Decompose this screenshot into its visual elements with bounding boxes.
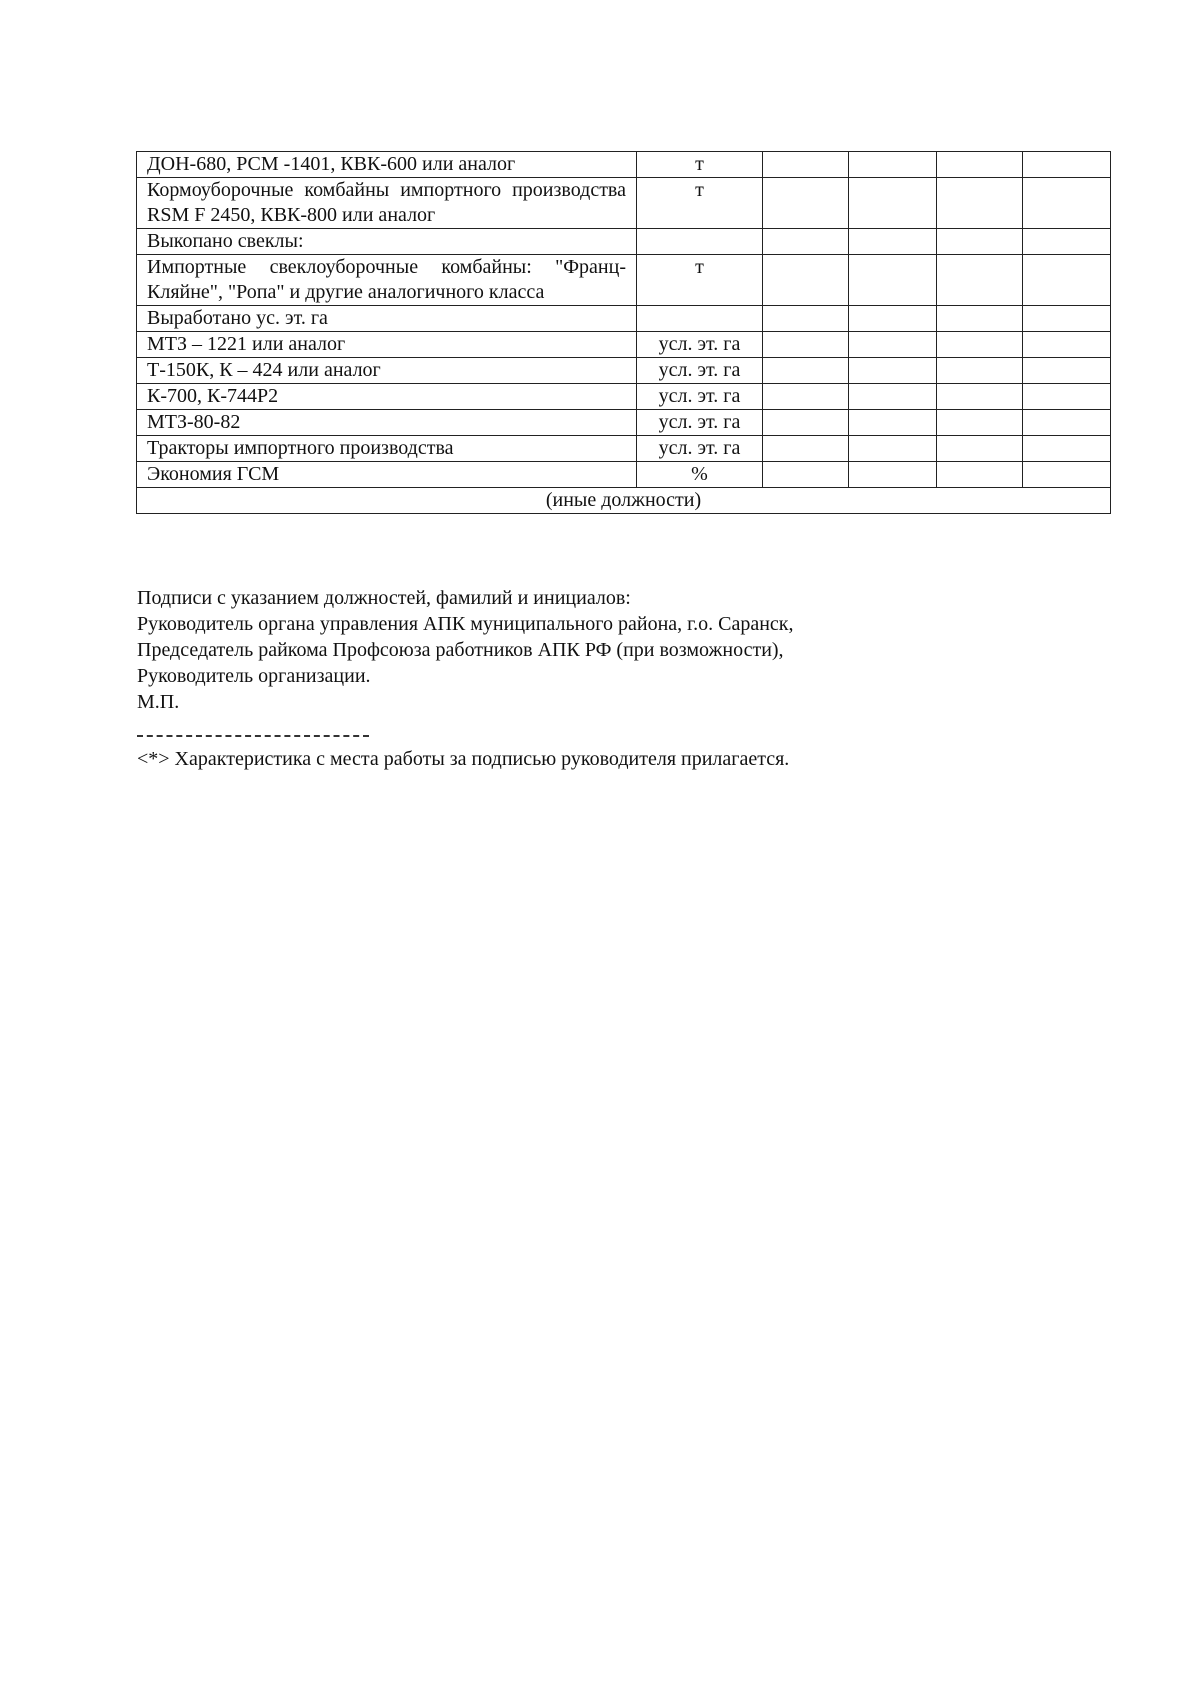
table-row <box>137 229 1111 255</box>
value-cell <box>937 384 1023 410</box>
row-name: ДОН-680, РСМ -1401, КВК-600 или аналог <box>137 152 637 178</box>
row-unit: % <box>637 462 763 488</box>
value-cell <box>937 410 1023 436</box>
row-unit: усл. эт. га <box>637 384 763 410</box>
value-cell <box>937 255 1023 306</box>
value-cell <box>849 332 937 358</box>
row-name: МТЗ – 1221 или аналог <box>137 332 637 358</box>
row-name: Т-150К, К – 424 или аналог <box>137 358 637 384</box>
value-cell <box>937 306 1023 332</box>
table-row <box>137 255 1111 306</box>
value-cell <box>849 255 937 306</box>
value-cell <box>763 436 849 462</box>
row-name: Выработано ус. эт. га <box>137 306 637 332</box>
value-cell <box>937 332 1023 358</box>
value-cell <box>1023 436 1111 462</box>
value-cell <box>937 358 1023 384</box>
value-cell <box>1023 410 1111 436</box>
table-row <box>137 152 1111 178</box>
row-name: К-700, К-744Р2 <box>137 384 637 410</box>
value-cell <box>849 152 937 178</box>
value-cell <box>763 462 849 488</box>
row-unit: т <box>637 178 763 229</box>
value-cell <box>937 229 1023 255</box>
value-cell <box>849 384 937 410</box>
value-cell <box>849 306 937 332</box>
value-cell <box>937 152 1023 178</box>
row-unit: усл. эт. га <box>637 332 763 358</box>
value-cell <box>849 229 937 255</box>
table-footer-row <box>137 488 1111 514</box>
value-cell <box>849 410 937 436</box>
signature-line: Руководитель организации. <box>137 665 371 687</box>
row-unit <box>637 306 763 332</box>
row-unit: т <box>637 255 763 306</box>
table-row <box>137 306 1111 332</box>
signatures-block <box>137 585 1097 715</box>
footnote: <*> Характеристика с места работы за подписью руководителя прилагается. <box>137 748 790 770</box>
table-row <box>137 436 1111 462</box>
row-name: МТЗ-80-82 <box>137 410 637 436</box>
table-row <box>137 358 1111 384</box>
row-name: Кормоуборочные комбайны импортного производства RSM F 2450, КВК-800 или аналог <box>137 178 637 229</box>
signature-line: Руководитель органа управления АПК муниципального района, г.о. Саранск, <box>137 613 794 635</box>
value-cell <box>1023 229 1111 255</box>
row-unit: т <box>637 152 763 178</box>
row-unit: усл. эт. га <box>637 436 763 462</box>
footnote-divider <box>137 735 369 737</box>
other-positions-label: (иные должности) <box>137 488 1111 514</box>
value-cell <box>849 178 937 229</box>
value-cell <box>1023 255 1111 306</box>
row-name: Экономия ГСМ <box>137 462 637 488</box>
value-cell <box>763 152 849 178</box>
value-cell <box>763 410 849 436</box>
value-cell <box>1023 358 1111 384</box>
table-row <box>137 178 1111 229</box>
value-cell <box>849 462 937 488</box>
table-row <box>137 462 1111 488</box>
signature-line: Председатель райкома Профсоюза работников АПК РФ (при возможности), <box>137 639 784 661</box>
value-cell <box>763 255 849 306</box>
value-cell <box>1023 306 1111 332</box>
value-cell <box>763 332 849 358</box>
value-cell <box>937 462 1023 488</box>
value-cell <box>1023 384 1111 410</box>
value-cell <box>763 178 849 229</box>
table-row <box>137 332 1111 358</box>
value-cell <box>1023 462 1111 488</box>
indicators-table <box>136 151 1111 514</box>
signatures-heading: Подписи с указанием должностей, фамилий и инициалов: <box>137 587 631 609</box>
table-row <box>137 410 1111 436</box>
row-unit: усл. эт. га <box>637 358 763 384</box>
value-cell <box>763 384 849 410</box>
table-row <box>137 384 1111 410</box>
value-cell <box>763 229 849 255</box>
value-cell <box>937 178 1023 229</box>
value-cell <box>1023 152 1111 178</box>
value-cell <box>1023 178 1111 229</box>
stamp-place: М.П. <box>137 691 180 713</box>
value-cell <box>849 358 937 384</box>
row-name: Выкопано свеклы: <box>137 229 637 255</box>
value-cell <box>937 436 1023 462</box>
row-name: Тракторы импортного производства <box>137 436 637 462</box>
value-cell <box>763 358 849 384</box>
row-unit <box>637 229 763 255</box>
value-cell <box>1023 332 1111 358</box>
value-cell <box>849 436 937 462</box>
value-cell <box>763 306 849 332</box>
row-name: Импортные свеклоуборочные комбайны: "Франц-Кляйне", "Ропа" и другие аналогичного класса <box>137 255 637 306</box>
row-unit: усл. эт. га <box>637 410 763 436</box>
